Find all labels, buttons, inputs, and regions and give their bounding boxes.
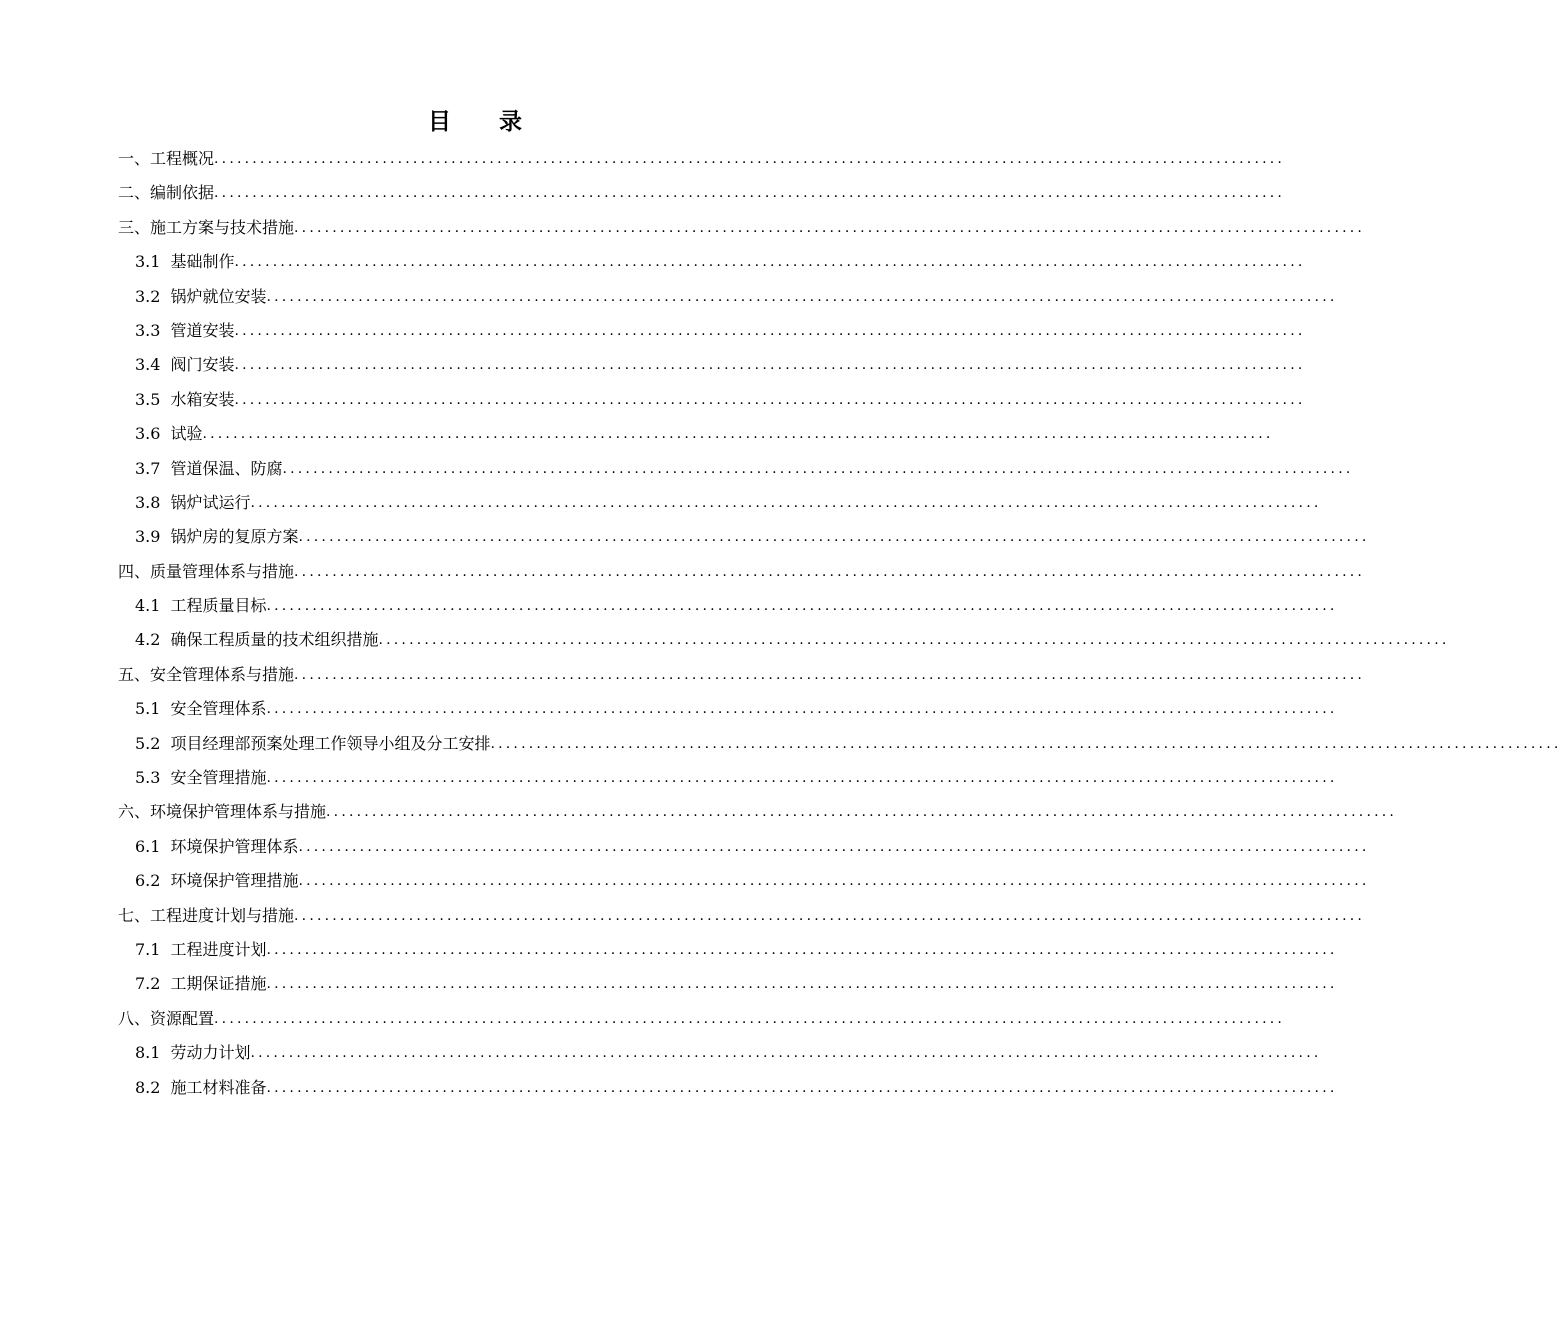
toc-entry-number: 5.2 [135, 733, 161, 753]
toc-dot-leader: ............................................................................................................................................ [234, 391, 1306, 408]
toc-entry-number: 7.2 [135, 974, 161, 994]
toc-entry[interactable] [118, 933, 1338, 967]
toc-entry[interactable] [118, 314, 1306, 348]
toc-entry-label: 锅炉房的复原方案 [170, 527, 299, 547]
toc-entry[interactable] [118, 383, 1306, 417]
toc-dot-leader: ............................................................................................................................................ [294, 219, 1366, 236]
toc-entry-label: 锅炉试运行 [170, 492, 251, 512]
toc-entry[interactable] [118, 348, 1306, 382]
toc-entry-label: 环境保护管理体系 [170, 836, 299, 856]
toc-entry-number: 3.2 [135, 286, 161, 306]
toc-entry-label: 劳动力计划 [170, 1043, 251, 1063]
toc-entry-number: 3.9 [135, 527, 161, 547]
toc-entry[interactable] [118, 452, 1354, 486]
toc-dot-leader: ............................................................................................................................................ [250, 494, 1322, 511]
toc-entry-number: 3.6 [135, 424, 161, 444]
toc-dot-leader: ............................................................................................................................................ [294, 907, 1366, 924]
toc-entry-label: 基础制作 [170, 252, 235, 272]
toc-entry[interactable] [118, 692, 1338, 726]
toc-dot-leader: ............................................................................................................................................ [282, 460, 1354, 477]
toc-entry-number: 5.1 [135, 699, 161, 719]
toc-entry-number: 3.7 [135, 458, 161, 478]
toc-entry-label: 工程进度计划 [170, 939, 267, 959]
toc-entry-number: 8.1 [135, 1043, 161, 1063]
toc-entry-label: 施工材料准备 [170, 1077, 267, 1097]
toc-entry-label: 一、工程概况 [118, 148, 215, 168]
toc-entry-label: 七、工程进度计划与措施 [118, 905, 295, 925]
toc-entry[interactable] [118, 1036, 1322, 1070]
toc-entry-label: 四、质量管理体系与措施 [118, 561, 295, 581]
toc-entry-number: 4.1 [135, 596, 161, 616]
toc-entry-number: 8.2 [135, 1077, 161, 1097]
toc-entry[interactable] [118, 417, 1274, 451]
toc-dot-leader: ............................................................................................................................................ [294, 666, 1366, 683]
toc-entry[interactable] [118, 555, 1366, 589]
toc-entry-label: 管道安装 [170, 320, 235, 340]
toc-entry-label: 确保工程质量的技术组织措施 [170, 630, 379, 650]
toc-entry-number: 3.3 [135, 320, 161, 340]
toc-dot-leader: ............................................................................................................................................ [298, 838, 1370, 855]
toc-entry[interactable] [118, 1002, 1286, 1036]
toc-entry-number: 3.1 [135, 252, 161, 272]
toc-entry-label: 试验 [170, 424, 203, 444]
toc-entry-label: 安全管理措施 [170, 768, 267, 788]
toc-dot-leader: ............................................................................................................................................ [202, 426, 1274, 443]
toc-dot-leader: ............................................................................................................................................ [214, 150, 1286, 167]
toc-entry[interactable] [118, 211, 1366, 245]
toc-entry[interactable] [118, 1071, 1338, 1105]
toc-entry[interactable] [118, 727, 1562, 761]
toc-dot-leader: ............................................................................................................................................ [266, 770, 1338, 787]
toc-entry[interactable] [118, 589, 1338, 623]
toc-dot-leader: ............................................................................................................................................ [234, 254, 1306, 271]
toc-dot-leader: ............................................................................................................................................ [214, 1010, 1286, 1027]
toc-entry[interactable] [118, 864, 1370, 898]
toc-dot-leader: ............................................................................................................................................ [234, 322, 1306, 339]
toc-dot-leader: ............................................................................................................................................ [266, 941, 1338, 958]
toc-entry-label: 六、环境保护管理体系与措施 [118, 802, 327, 822]
toc-entry-number: 3.4 [135, 355, 161, 375]
toc-entry-label: 八、资源配置 [118, 1008, 215, 1028]
toc-entry-number: 6.2 [135, 871, 161, 891]
toc-entry-number: 5.3 [135, 768, 161, 788]
toc-dot-leader: ............................................................................................................................................ [298, 529, 1370, 546]
toc-dot-leader: ............................................................................................................................................ [294, 563, 1366, 580]
toc-dot-leader: ............................................................................................................................................ [250, 1045, 1322, 1062]
toc-dot-leader: ............................................................................................................................................ [326, 804, 1398, 821]
toc-entry-label: 三、施工方案与技术措施 [118, 217, 295, 237]
toc-dot-leader: ............................................................................................................................................ [266, 598, 1338, 615]
toc-dot-leader: ............................................................................................................................................ [266, 1079, 1338, 1096]
toc-entry[interactable] [118, 142, 1286, 176]
toc-entry[interactable] [118, 967, 1338, 1001]
toc-entry[interactable] [118, 623, 1450, 657]
toc-dot-leader: ............................................................................................................................................ [266, 701, 1338, 718]
toc-entry-label: 锅炉就位安装 [170, 286, 267, 306]
toc-entry-label: 水箱安装 [170, 389, 235, 409]
toc-entry-label: 安全管理体系 [170, 699, 267, 719]
toc-dot-leader: ............................................................................................................................................ [490, 735, 1562, 752]
toc-entry[interactable] [118, 830, 1370, 864]
toc-entry[interactable] [118, 245, 1306, 279]
toc-dot-leader: ............................................................................................................................................ [266, 288, 1338, 305]
toc-entry-label: 环境保护管理措施 [170, 871, 299, 891]
toc-entry-label: 管道保温、防腐 [170, 458, 283, 478]
toc-entry[interactable] [118, 658, 1366, 692]
toc-entry[interactable] [118, 899, 1366, 933]
toc-entry-number: 7.1 [135, 939, 161, 959]
toc-entry-label: 阀门安装 [170, 355, 235, 375]
toc-entry-label: 工程质量目标 [170, 596, 267, 616]
toc-entry-label: 五、安全管理体系与措施 [118, 664, 295, 684]
toc-entry[interactable] [118, 486, 1322, 520]
toc-entry[interactable] [118, 520, 1370, 554]
toc-entry[interactable] [118, 176, 1286, 210]
toc-entry-number: 3.8 [135, 492, 161, 512]
toc-dot-leader: ............................................................................................................................................ [234, 357, 1306, 374]
toc-dot-leader: ............................................................................................................................................ [298, 873, 1370, 890]
toc-dot-leader: ............................................................................................................................................ [266, 976, 1338, 993]
toc-entry-label: 工期保证措施 [170, 974, 267, 994]
toc-title: 目 录 [427, 108, 542, 135]
toc-entry-number: 3.5 [135, 389, 161, 409]
toc-entry[interactable] [118, 795, 1398, 829]
toc-entry-label: 二、编制依据 [118, 183, 215, 203]
toc-list [118, 142, 1562, 1105]
toc-dot-leader: ............................................................................................................................................ [378, 632, 1450, 649]
toc-entry-label: 项目经理部预案处理工作领导小组及分工安排 [170, 733, 491, 753]
toc-entry[interactable] [118, 280, 1338, 314]
toc-entry[interactable] [118, 761, 1338, 795]
toc-dot-leader: ............................................................................................................................................ [214, 185, 1286, 202]
toc-entry-number: 6.1 [135, 836, 161, 856]
toc-entry-number: 4.2 [135, 630, 161, 650]
